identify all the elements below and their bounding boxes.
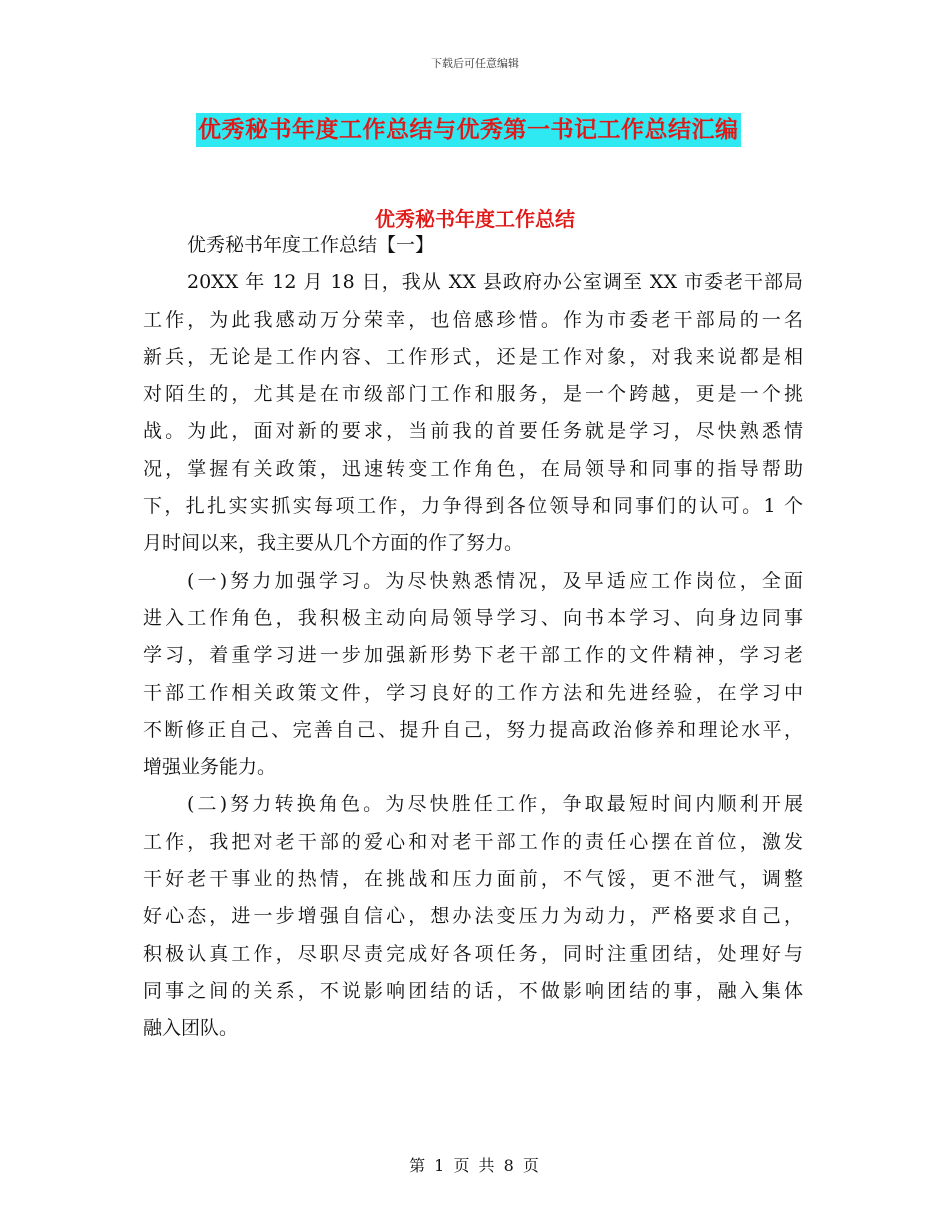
header-note: 下载后可任意编辑 <box>431 57 519 70</box>
main-title: 优秀秘书年度工作总结与优秀第一书记工作总结汇编 <box>196 113 741 147</box>
text-line: 增强业务能力。 <box>143 756 277 779</box>
text-line: 融入团队。 <box>143 1017 239 1040</box>
text-line: 对陌生的，尤其是在市级部门工作和服务，是一个跨越，更是一个挑 <box>143 383 803 406</box>
text-line: (一)努力加强学习。为尽快熟悉情况，及早适应工作岗位，全面 <box>187 569 803 592</box>
text-line: 新兵，无论是工作内容、工作形式，还是工作对象，对我来说都是相 <box>143 345 803 368</box>
text-line: 战。为此，面对新的要求，当前我的首要任务就是学习，尽快熟悉情 <box>143 420 803 443</box>
page-footer: 第 1 页 共 8 页 <box>409 1156 541 1175</box>
text-line: 20XX 年 12 月 18 日，我从 XX 县政府办公室调至 XX 市委老干部局 <box>187 271 803 294</box>
text-line: 况，掌握有关政策，迅速转变工作角色，在局领导和同事的指导帮助 <box>143 457 803 480</box>
text-line: 干好老干事业的热情，在挑战和压力面前，不气馁，更不泄气，调整 <box>143 868 803 891</box>
text-line: 干部工作相关政策文件，学习良好的工作方法和先进经验，在学习中 <box>143 681 803 704</box>
text-line: 学习，着重学习进一步加强新形势下老干部工作的文件精神，学习老 <box>143 644 803 667</box>
text-line: 下，扎扎实实抓实每项工作，力争得到各位领导和同事们的认可。1 个 <box>143 495 803 518</box>
text-line: 进入工作角色，我积极主动向局领导学习、向书本学习、向身边同事 <box>143 606 803 629</box>
section-title: 优秀秘书年度工作总结 <box>375 207 575 231</box>
text-line: 工作，我把对老干部的爱心和对老干部工作的责任心摆在首位，激发 <box>143 830 803 853</box>
text-line: 不断修正自己、完善自己、提升自己，努力提高政治修养和理论水平， <box>143 718 803 741</box>
text-line: 好心态，进一步增强自信心，想办法变压力为动力，严格要求自己， <box>143 905 803 928</box>
text-line: (二)努力转换角色。为尽快胜任工作，争取最短时间内顺利开展 <box>187 793 803 816</box>
paragraph-heading: 优秀秘书年度工作总结【一】 <box>187 234 435 256</box>
text-line: 积极认真工作，尽职尽责完成好各项任务，同时注重团结，处理好与 <box>143 942 803 965</box>
text-line: 工作，为此我感动万分荣幸，也倍感珍惜。作为市委老干部局的一名 <box>143 308 803 331</box>
text-line: 月时间以来，我主要从几个方面的作了努力。 <box>143 532 524 555</box>
body-text <box>143 227 803 1048</box>
text-line: 同事之间的关系，不说影响团结的话，不做影响团结的事，融入集体 <box>143 979 803 1002</box>
